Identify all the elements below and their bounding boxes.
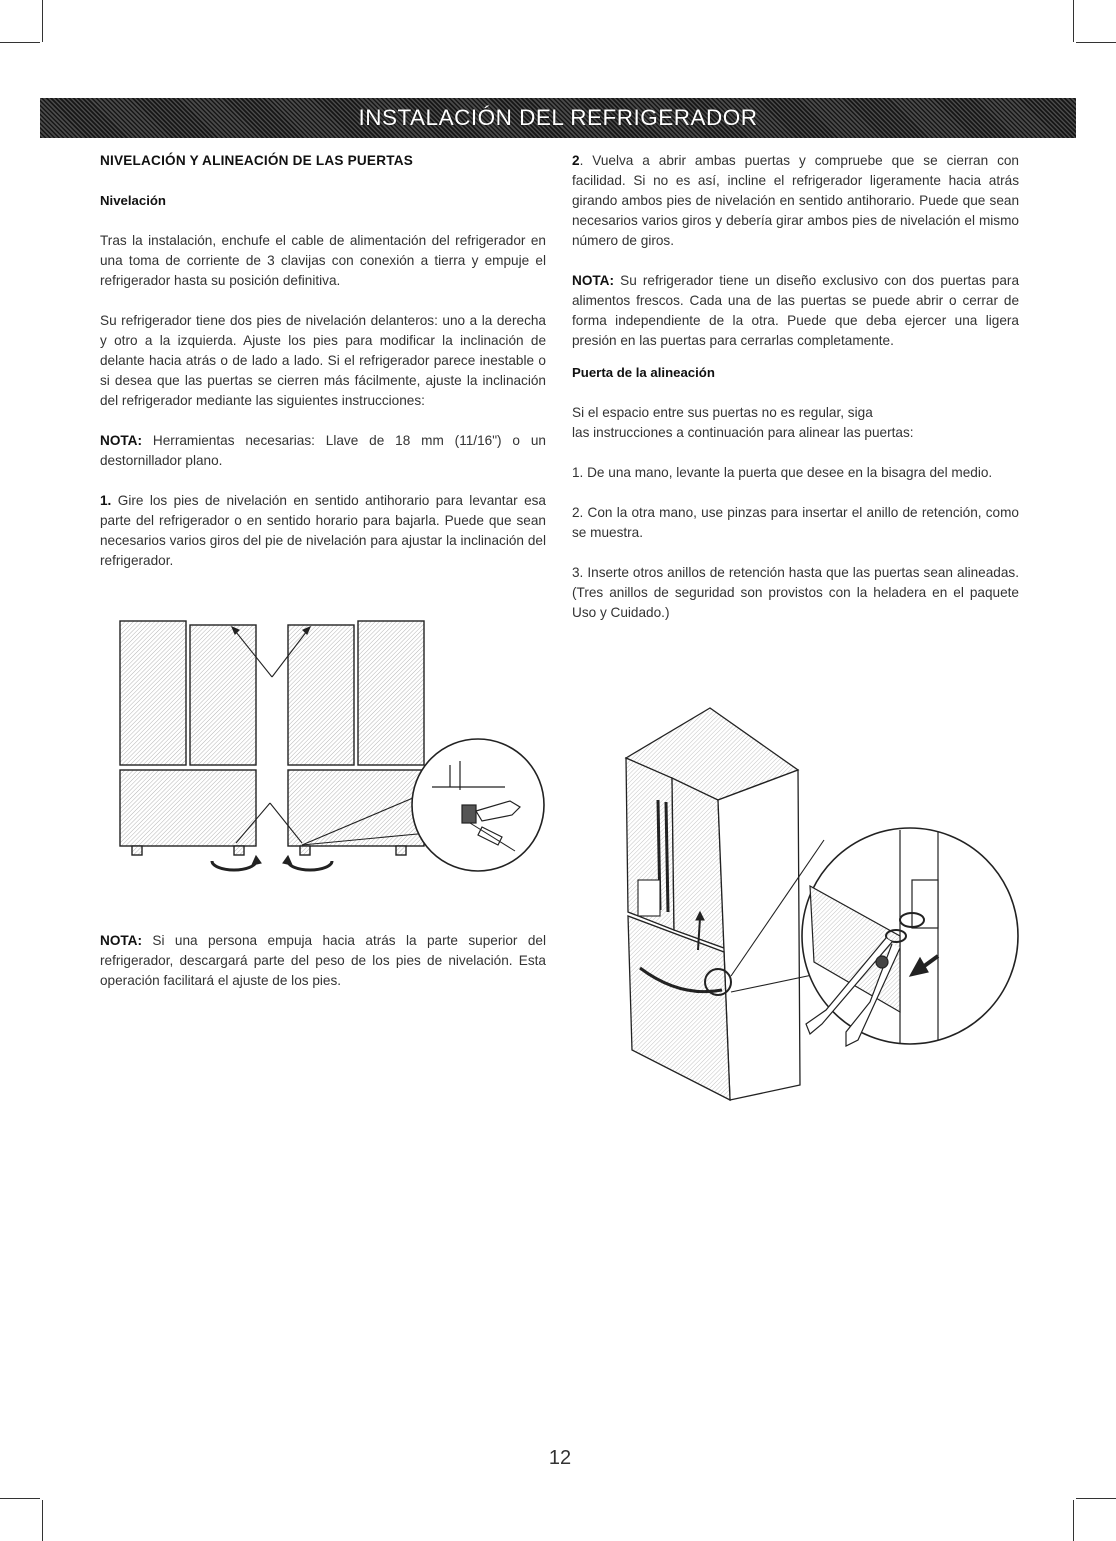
paragraph-install: Tras la instalación, enchufe el cable de alimentación del refrigerador en una toma de corriente de 3 clavijas con conexión a tierra y empuje el refrigerador hasta su posición definitiva. bbox=[100, 233, 546, 288]
step-1 bbox=[100, 491, 546, 571]
note-text: Herramientas necesarias: Llave de 18 mm (11/16") o un destornillador plano. bbox=[100, 433, 546, 468]
section-title: NIVELACIÓN Y ALINEACIÓN DE LAS PUERTAS bbox=[100, 153, 413, 168]
note-label: NOTA: bbox=[100, 933, 143, 948]
alignment-step-2: 2. Con la otra mano, use pinzas para insertar el anillo de retención, como se muestra. bbox=[572, 505, 1019, 540]
door-alignment-illustration bbox=[600, 680, 1040, 1100]
subtitle-leveling: Nivelación bbox=[100, 193, 166, 208]
section-banner bbox=[40, 98, 1076, 138]
alignment-intro-2: las instrucciones a continuación para alinear las puertas: bbox=[572, 425, 914, 440]
step-2 bbox=[572, 151, 1019, 251]
step-text: . Vuelva a abrir ambas puertas y compruebe que se cierran con facilidad. Si no es así, incline el refrigerador ligeramente hacia atrás girando ambos pies de nivelación en sentido antihorario. Puede que sean necesarios varios giros y debería girar ambos pies de nivelación el mismo número de giros. bbox=[572, 153, 1019, 248]
note-push-top bbox=[100, 931, 546, 991]
alignment-intro-1: Si el espacio entre sus puertas no es regular, siga bbox=[572, 405, 873, 420]
crop-mark-tl-h bbox=[0, 42, 40, 43]
paragraph-leveling-feet: Su refrigerador tiene dos pies de nivelación delanteros: uno a la derecha y otro a la izquierda. Ajuste los pies para modificar la inclinación de delante hacia atrás o de lado a lado. Si el refrigerador parece inestable o si desea que las puertas se cierren más fácilmente, ajuste la inclinación del refrigerador mediante las siguientes instrucciones: bbox=[100, 313, 546, 408]
step-number: 1. bbox=[100, 493, 112, 508]
leveling-illustration bbox=[110, 615, 560, 885]
crop-mark-br-v bbox=[1073, 1500, 1074, 1541]
note-label: NOTA: bbox=[572, 273, 615, 288]
page-number: 12 bbox=[548, 1447, 572, 1469]
crop-mark-bl-h bbox=[0, 1498, 40, 1499]
note-label: NOTA: bbox=[100, 433, 143, 448]
alignment-step-3: 3. Inserte otros anillos de retención hasta que las puertas sean alineadas. (Tres anillos de seguridad son provistos con la heladera en el paquete Uso y Cuidado.) bbox=[572, 565, 1019, 620]
step-text: Gire los pies de nivelación en sentido antihorario para levantar esa parte del refrigerador o en sentido horario para bajarla. Puede que sean necesarios varios giros del pie de nivelación para ajustar la inclinación del refrigerador. bbox=[100, 493, 546, 568]
left-column bbox=[100, 151, 546, 571]
alignment-step-1: 1. De una mano, levante la puerta que desee en la bisagra del medio. bbox=[572, 465, 993, 480]
note-text: Su refrigerador tiene un diseño exclusivo con dos puertas para alimentos frescos. Cada una de las puertas se puede abrir o cerrar de forma independiente de la otra. Puede que deba ejercer una ligera presión en las puertas para cerrarlas completamente. bbox=[572, 273, 1019, 348]
crop-mark-tr-h bbox=[1076, 42, 1116, 43]
crop-mark-bl-v bbox=[42, 1500, 43, 1541]
note-doors bbox=[572, 271, 1019, 351]
crop-mark-tr-v bbox=[1073, 0, 1074, 42]
crop-mark-br-h bbox=[1076, 1498, 1116, 1499]
subtitle-door-alignment: Puerta de la alineación bbox=[572, 365, 715, 380]
right-column bbox=[572, 151, 1019, 623]
crop-mark-tl-v bbox=[42, 0, 43, 42]
page-title: INSTALACIÓN DEL REFRIGERADOR bbox=[358, 105, 758, 130]
note-tools bbox=[100, 431, 546, 471]
step-number: 2 bbox=[572, 153, 580, 168]
note-text: Si una persona empuja hacia atrás la parte superior del refrigerador, descargará parte del peso de los pies de nivelación. Esta operación facilitará el ajuste de los pies. bbox=[100, 933, 546, 988]
